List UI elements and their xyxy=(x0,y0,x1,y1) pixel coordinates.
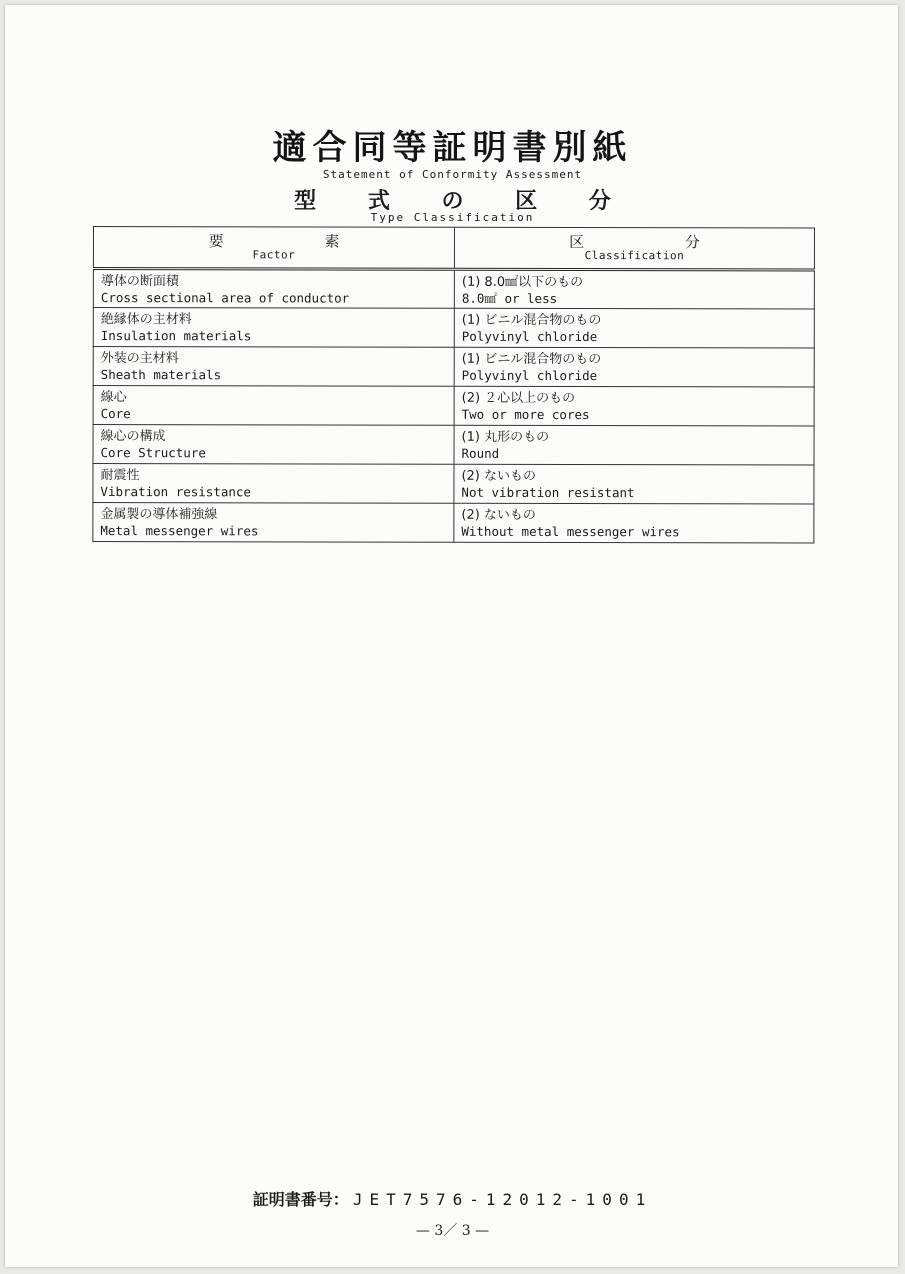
classification-cell xyxy=(454,386,814,426)
classification-en: Round xyxy=(461,445,500,461)
factor-jp: 導体の断面積 xyxy=(100,274,179,290)
classification-jp: (2) ２心以上のもの xyxy=(461,390,576,407)
factor-en: Core Structure xyxy=(100,445,206,461)
header-class-en: Classification xyxy=(584,249,685,263)
classification-jp: (1) ビニル混合物のもの xyxy=(461,351,602,368)
classification-cell xyxy=(454,269,814,309)
factor-en: Metal messenger wires xyxy=(100,523,259,539)
classification-cell xyxy=(454,347,814,387)
classification-cell xyxy=(454,425,814,465)
classification-en: Without metal messenger wires xyxy=(461,523,680,540)
factor-cell xyxy=(93,308,454,348)
table-row xyxy=(93,464,814,505)
factor-cell xyxy=(93,386,454,426)
factor-cell xyxy=(93,464,454,504)
section-title-jp: 型 式 の 区 分 xyxy=(294,189,611,214)
table-header-row xyxy=(93,227,814,271)
document-title: 適合同等証明書別紙 xyxy=(272,128,633,168)
classification-cell xyxy=(454,503,814,543)
header-factor-jp: 要 素 xyxy=(208,232,340,251)
table-row xyxy=(93,425,814,466)
classification-en: 8.0㎟ or less xyxy=(461,290,558,306)
header-factor xyxy=(93,227,454,270)
table-row xyxy=(93,269,814,310)
classification-en: Not vibration resistant xyxy=(461,484,635,501)
table-row xyxy=(93,308,814,349)
factor-en: Vibration resistance xyxy=(100,484,251,500)
factor-jp: 線心 xyxy=(100,390,127,406)
factor-en: Sheath materials xyxy=(100,367,222,383)
factor-jp: 絶縁体の主材料 xyxy=(100,312,192,328)
classification-jp: (2) ないもの xyxy=(461,468,537,484)
factor-jp: 線心の構成 xyxy=(100,429,166,445)
factor-cell xyxy=(93,347,454,387)
classification-en: Polyvinyl chloride xyxy=(461,367,598,384)
factor-en: Cross sectional area of conductor xyxy=(100,290,350,306)
classification-en: Two or more cores xyxy=(461,406,590,423)
page-indicator: — 3／ 3 — xyxy=(415,1223,490,1239)
factor-jp: 外装の主材料 xyxy=(100,351,179,367)
section-title-en: Type Classification xyxy=(370,211,535,224)
table-row xyxy=(93,503,814,544)
table-row xyxy=(93,347,814,388)
classification-cell xyxy=(454,464,814,504)
type-classification-table xyxy=(92,226,815,544)
classification-jp: (1) 丸形のもの xyxy=(461,429,550,445)
table-row xyxy=(93,386,814,427)
classification-cell xyxy=(454,308,814,348)
certificate-label: 証明書番号： xyxy=(252,1190,349,1209)
header-factor-en: Factor xyxy=(252,248,296,262)
header-classification xyxy=(454,227,814,270)
factor-en: Insulation materials xyxy=(100,328,252,344)
classification-jp: (1) ビニル混合物のもの xyxy=(461,312,602,329)
certificate-number xyxy=(0,1187,905,1210)
classification-en: Polyvinyl chloride xyxy=(461,328,598,345)
classification-jp: (1) 8.0㎟以下のもの xyxy=(461,274,584,291)
factor-jp: 金属製の導体補強線 xyxy=(100,507,218,523)
factor-en: Core xyxy=(100,406,131,422)
certificate-number-value: JET7576-12012-1001 xyxy=(352,1190,653,1209)
classification-jp: (2) ないもの xyxy=(461,507,536,523)
factor-cell xyxy=(93,269,454,309)
factor-cell xyxy=(93,425,454,465)
header-class-jp: 区 分 xyxy=(569,232,700,252)
factor-cell xyxy=(93,503,454,543)
document-subtitle: Statement of Conformity Assessment xyxy=(322,168,583,181)
factor-jp: 耐震性 xyxy=(100,468,140,484)
